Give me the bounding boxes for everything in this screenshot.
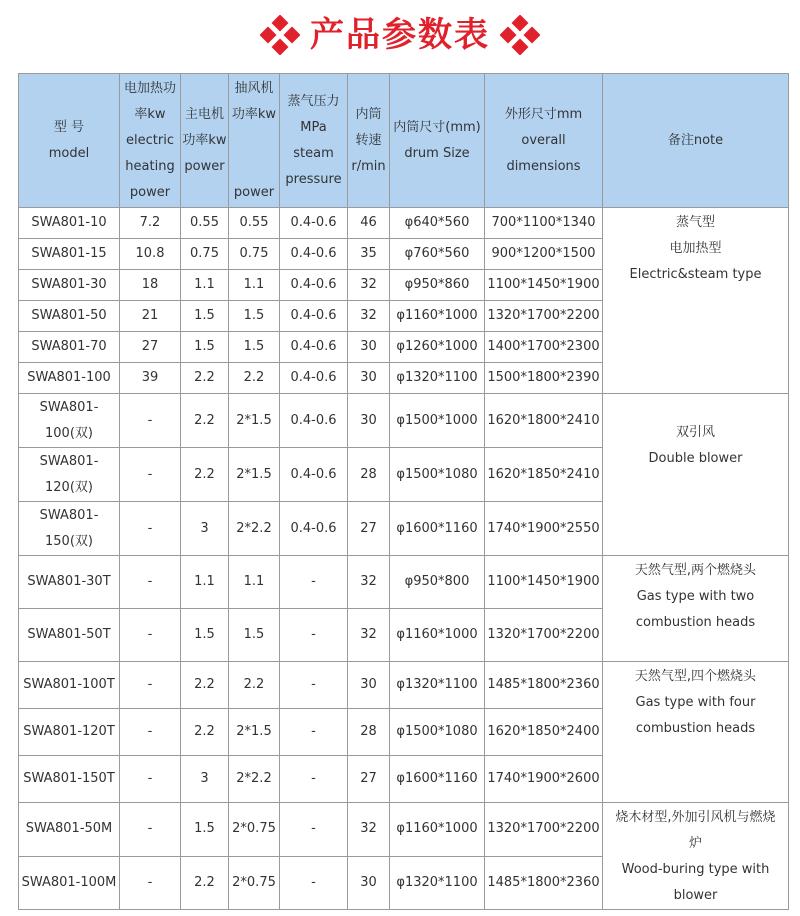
header-model: 型 号 model	[19, 74, 120, 208]
main-motor-cell: 2.2	[181, 448, 229, 502]
model-text: 100(双)	[45, 425, 93, 441]
note-line: Electric&steam type	[629, 267, 762, 282]
drum-speed-cell: 32	[348, 609, 390, 662]
header-heating-power: 电加热功 率kw electric heating power	[120, 74, 181, 208]
model-cell	[19, 208, 120, 239]
model-text: SWA801-120T	[23, 724, 115, 739]
drum-size-cell: φ1160*1000	[390, 803, 485, 857]
model-text: SWA801-30T	[27, 574, 111, 589]
note-line: Gas type with four	[635, 695, 756, 710]
model-text: SWA801-50	[31, 308, 107, 323]
drum-speed-cell: 32	[348, 301, 390, 332]
drum-size-cell: φ1320*1100	[390, 363, 485, 394]
steam-pressure-cell: 0.4-0.6	[280, 394, 348, 448]
main-motor-cell: 2.2	[181, 709, 229, 756]
drum-speed-cell: 28	[348, 709, 390, 756]
model-text: SWA801-30	[31, 277, 107, 292]
note-line: combustion heads	[635, 615, 756, 630]
note-line: 烧木材型,外加引风机与燃烧	[615, 810, 776, 825]
model-cell	[19, 662, 120, 709]
fan-power-cell: 2.2	[229, 662, 280, 709]
model-cell	[19, 556, 120, 609]
fan-power-cell: 2*0.75	[229, 856, 280, 910]
table-row	[19, 394, 789, 448]
table-row	[19, 803, 789, 857]
drum-speed-cell: 30	[348, 332, 390, 363]
model-cell	[19, 301, 120, 332]
overall-dimensions-cell: 1320*1700*2200	[485, 609, 603, 662]
drum-speed-cell: 32	[348, 803, 390, 857]
drum-size-cell: φ1500*1000	[390, 394, 485, 448]
note-cell	[603, 394, 789, 556]
fan-power-cell: 2*0.75	[229, 803, 280, 857]
model-cell	[19, 239, 120, 270]
overall-dimensions-cell: 1740*1900*2550	[485, 502, 603, 556]
overall-dimensions-cell: 1100*1450*1900	[485, 270, 603, 301]
model-text: 120(双)	[45, 479, 93, 495]
main-motor-cell: 2.2	[181, 394, 229, 448]
drum-size-cell: φ1600*1160	[390, 756, 485, 803]
main-motor-cell: 1.1	[181, 270, 229, 301]
model-cell	[19, 709, 120, 756]
main-motor-cell: 3	[181, 756, 229, 803]
fan-power-cell: 1.5	[229, 609, 280, 662]
main-motor-cell: 0.75	[181, 239, 229, 270]
heating-power-cell: 27	[120, 332, 181, 363]
steam-pressure-cell: -	[280, 856, 348, 910]
header-drum-size: 内筒尺寸(mm) drum Size	[390, 74, 485, 208]
header-drum-speed: 内筒 转速 r/min	[348, 74, 390, 208]
fan-power-cell: 2*1.5	[229, 709, 280, 756]
red-diamond-cross-icon	[260, 15, 300, 55]
drum-speed-cell: 32	[348, 270, 390, 301]
steam-pressure-cell: 0.4-0.6	[280, 332, 348, 363]
header-fan-power: 抽风机 功率kw power	[229, 74, 280, 208]
heating-power-cell: -	[120, 394, 181, 448]
drum-size-cell: φ1260*1000	[390, 332, 485, 363]
drum-speed-cell: 30	[348, 394, 390, 448]
model-cell	[19, 394, 120, 448]
steam-pressure-cell: -	[280, 803, 348, 857]
fan-power-cell: 2.2	[229, 363, 280, 394]
drum-speed-cell: 32	[348, 556, 390, 609]
drum-speed-cell: 30	[348, 363, 390, 394]
model-text: SWA801-70	[31, 339, 107, 354]
drum-size-cell: φ1160*1000	[390, 301, 485, 332]
drum-size-cell: φ1600*1160	[390, 502, 485, 556]
main-motor-cell: 1.1	[181, 556, 229, 609]
main-motor-cell: 3	[181, 502, 229, 556]
drum-size-cell: φ950*860	[390, 270, 485, 301]
drum-speed-cell: 28	[348, 448, 390, 502]
steam-pressure-cell: 0.4-0.6	[280, 270, 348, 301]
drum-size-cell: φ1320*1100	[390, 662, 485, 709]
drum-size-cell: φ1160*1000	[390, 609, 485, 662]
steam-pressure-cell: -	[280, 556, 348, 609]
main-motor-cell: 2.2	[181, 662, 229, 709]
model-text: SWA801-100T	[23, 677, 115, 692]
note-line: 电加热型	[669, 241, 722, 256]
fan-power-cell: 1.5	[229, 332, 280, 363]
heating-power-cell: -	[120, 556, 181, 609]
overall-dimensions-cell: 1620*1850*2400	[485, 709, 603, 756]
title-bar	[0, 0, 800, 70]
main-motor-cell: 1.5	[181, 803, 229, 857]
drum-speed-cell: 27	[348, 502, 390, 556]
drum-size-cell: φ640*560	[390, 208, 485, 239]
model-cell	[19, 756, 120, 803]
header-main-motor: 主电机 功率kw power	[181, 74, 229, 208]
note-line: 天然气型,两个燃烧头	[634, 563, 757, 578]
steam-pressure-cell: 0.4-0.6	[280, 239, 348, 270]
drum-speed-cell: 46	[348, 208, 390, 239]
steam-pressure-cell: 0.4-0.6	[280, 502, 348, 556]
model-text: 150(双)	[45, 533, 93, 549]
drum-speed-cell: 30	[348, 856, 390, 910]
table-body	[19, 208, 789, 910]
red-diamond-cross-icon	[500, 15, 540, 55]
fan-power-cell: 1.1	[229, 270, 280, 301]
note-line: 蒸气型	[675, 215, 715, 230]
heating-power-cell: -	[120, 756, 181, 803]
steam-pressure-cell: -	[280, 709, 348, 756]
fan-power-cell: 2*1.5	[229, 448, 280, 502]
note-line: combustion heads	[635, 721, 756, 736]
heating-power-cell: 21	[120, 301, 181, 332]
steam-pressure-cell: 0.4-0.6	[280, 448, 348, 502]
fan-power-cell: 2*2.2	[229, 502, 280, 556]
note-line: 天然气型,四个燃烧头	[634, 669, 757, 684]
drum-size-cell: φ950*800	[390, 556, 485, 609]
main-motor-cell: 1.5	[181, 609, 229, 662]
drum-speed-cell: 35	[348, 239, 390, 270]
model-text: SWA801-15	[31, 246, 107, 261]
heating-power-cell: -	[120, 662, 181, 709]
drum-size-cell: φ760*560	[390, 239, 485, 270]
model-text: SWA801-50M	[25, 821, 113, 837]
parameter-table	[18, 73, 789, 910]
note-line: Wood-buring type with blower	[621, 862, 770, 903]
heating-power-cell: 39	[120, 363, 181, 394]
model-cell	[19, 363, 120, 394]
model-text: SWA801-150T	[23, 771, 115, 786]
model-cell	[19, 609, 120, 662]
fan-power-cell: 1.5	[229, 301, 280, 332]
drum-size-cell: φ1500*1080	[390, 709, 485, 756]
note-line: 炉	[688, 836, 702, 851]
header-row	[19, 74, 789, 208]
page-title: 产品参数表	[310, 15, 490, 55]
steam-pressure-cell: -	[280, 662, 348, 709]
model-text: SWA801-10	[31, 215, 107, 230]
main-motor-cell: 2.2	[181, 363, 229, 394]
overall-dimensions-cell: 1320*1700*2200	[485, 803, 603, 857]
fan-power-cell: 2*2.2	[229, 756, 280, 803]
table-row	[19, 556, 789, 609]
heating-power-cell: 18	[120, 270, 181, 301]
main-motor-cell: 0.55	[181, 208, 229, 239]
main-motor-cell: 1.5	[181, 332, 229, 363]
heating-power-cell: -	[120, 609, 181, 662]
overall-dimensions-cell: 1320*1700*2200	[485, 301, 603, 332]
model-text: SWA801-	[39, 399, 99, 415]
header-overall-dimensions: 外形尺寸mm overall dimensions	[485, 74, 603, 208]
overall-dimensions-cell: 1400*1700*2300	[485, 332, 603, 363]
note-cell	[603, 208, 789, 394]
heating-power-cell: -	[120, 856, 181, 910]
fan-power-cell: 0.75	[229, 239, 280, 270]
overall-dimensions-cell: 1620*1800*2410	[485, 394, 603, 448]
overall-dimensions-cell: 1485*1800*2360	[485, 662, 603, 709]
model-cell	[19, 332, 120, 363]
heating-power-cell: 7.2	[120, 208, 181, 239]
model-text: SWA801-50T	[27, 627, 111, 642]
fan-power-cell: 2*1.5	[229, 394, 280, 448]
overall-dimensions-cell: 1100*1450*1900	[485, 556, 603, 609]
model-text: SWA801-	[39, 507, 99, 523]
note-line: 双引风	[675, 425, 715, 440]
drum-speed-cell: 27	[348, 756, 390, 803]
steam-pressure-cell: -	[280, 756, 348, 803]
heating-power-cell: -	[120, 709, 181, 756]
steam-pressure-cell: 0.4-0.6	[280, 208, 348, 239]
note-line: Double blower	[648, 451, 743, 466]
overall-dimensions-cell: 1740*1900*2600	[485, 756, 603, 803]
steam-pressure-cell: 0.4-0.6	[280, 301, 348, 332]
fan-power-cell: 0.55	[229, 208, 280, 239]
header-steam-pressure: 蒸气压力 MPa steam pressure	[280, 74, 348, 208]
overall-dimensions-cell: 700*1100*1340	[485, 208, 603, 239]
drum-speed-cell: 30	[348, 662, 390, 709]
model-cell	[19, 270, 120, 301]
steam-pressure-cell: -	[280, 609, 348, 662]
header-note: 备注note	[603, 74, 789, 208]
overall-dimensions-cell: 900*1200*1500	[485, 239, 603, 270]
note-cell	[603, 803, 789, 910]
overall-dimensions-cell: 1500*1800*2390	[485, 363, 603, 394]
overall-dimensions-cell: 1620*1850*2410	[485, 448, 603, 502]
model-text: SWA801-100	[27, 370, 111, 385]
heating-power-cell: 10.8	[120, 239, 181, 270]
model-cell	[19, 448, 120, 502]
heating-power-cell: -	[120, 502, 181, 556]
main-motor-cell: 2.2	[181, 856, 229, 910]
heating-power-cell: -	[120, 448, 181, 502]
table-row	[19, 662, 789, 709]
main-motor-cell: 1.5	[181, 301, 229, 332]
model-cell	[19, 803, 120, 857]
model-cell	[19, 502, 120, 556]
model-text: SWA801-100M	[21, 874, 117, 890]
steam-pressure-cell: 0.4-0.6	[280, 363, 348, 394]
model-cell	[19, 856, 120, 910]
note-line: Gas type with two	[636, 589, 755, 604]
note-cell	[603, 556, 789, 662]
drum-size-cell: φ1320*1100	[390, 856, 485, 910]
overall-dimensions-cell: 1485*1800*2360	[485, 856, 603, 910]
heating-power-cell: -	[120, 803, 181, 857]
model-text: SWA801-	[39, 453, 99, 469]
fan-power-cell: 1.1	[229, 556, 280, 609]
table-row	[19, 208, 789, 239]
note-cell	[603, 662, 789, 803]
drum-size-cell: φ1500*1080	[390, 448, 485, 502]
